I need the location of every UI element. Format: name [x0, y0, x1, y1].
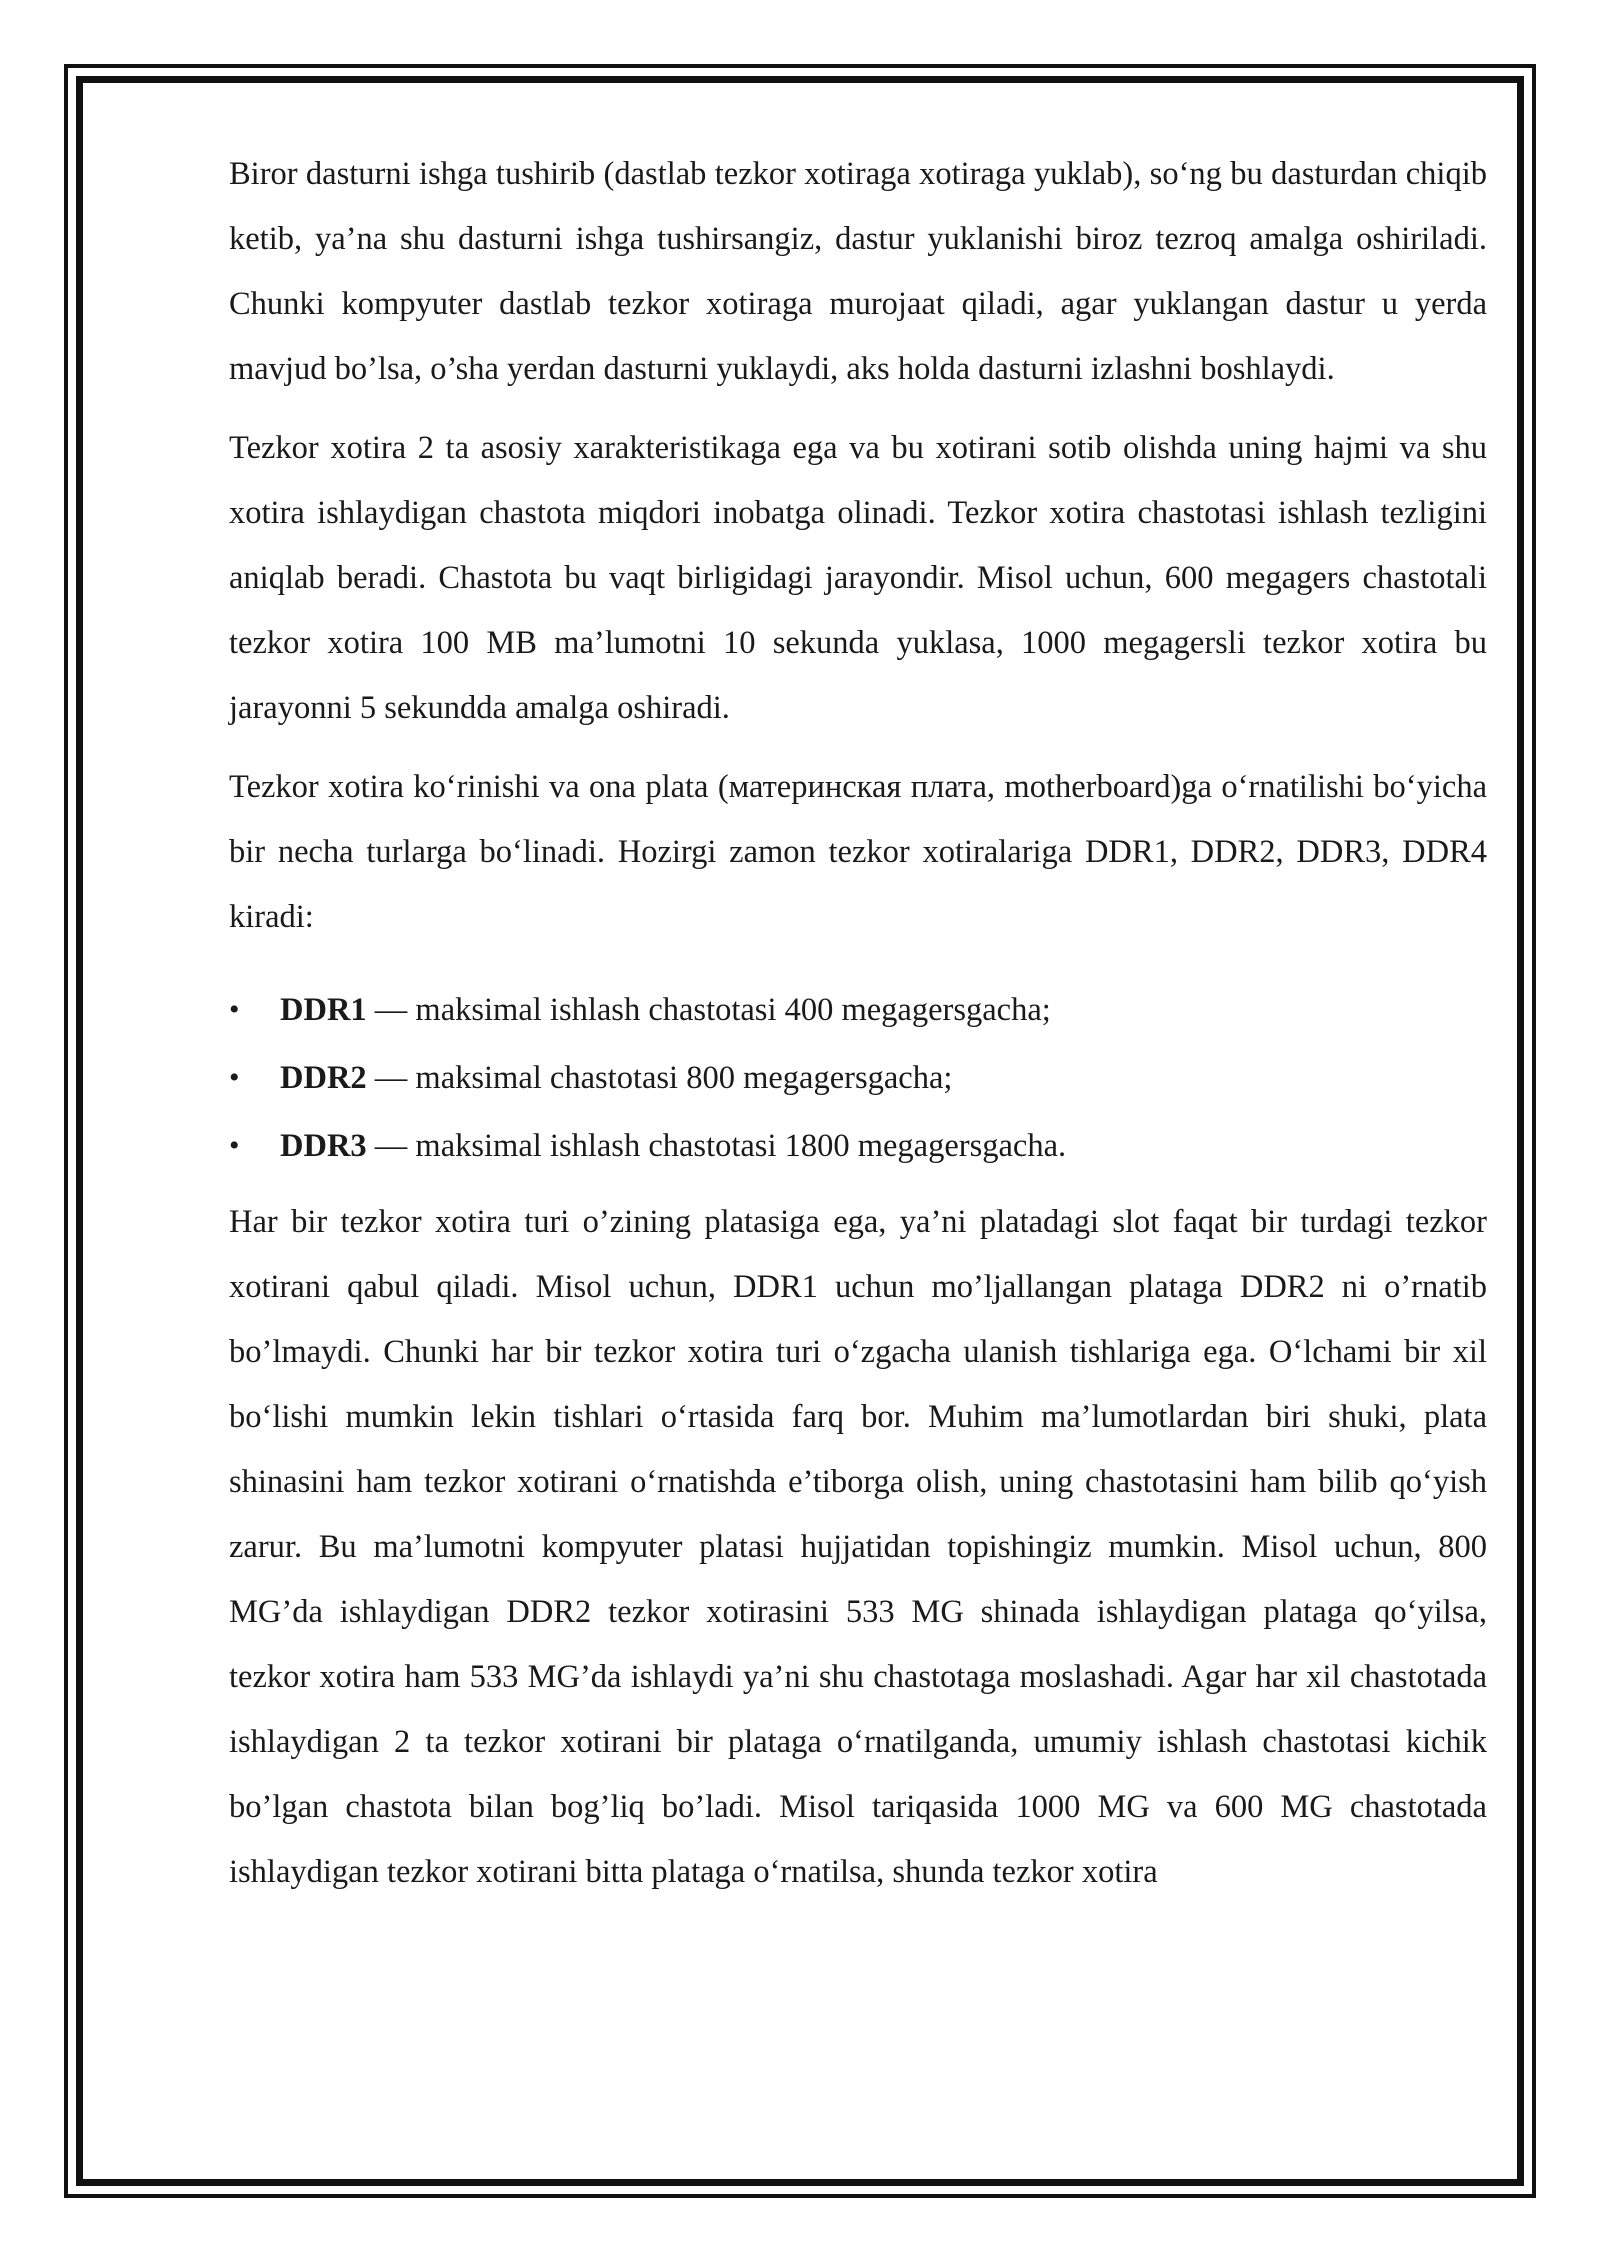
list-item: [229, 1112, 1487, 1180]
list-item: [229, 1044, 1487, 1112]
document-body: [229, 142, 1487, 1919]
list-item-term: DDR1: [280, 992, 367, 1028]
list-item-text: — maksimal ishlash chastotasi 400 megagersgacha;: [366, 992, 1051, 1028]
list-item-text: — maksimal chastotasi 800 megagersgacha;: [366, 1060, 953, 1096]
list-item: [229, 976, 1487, 1044]
list-item-text: — maksimal ishlash chastotasi 1800 megagersgacha.: [366, 1128, 1067, 1164]
paragraph-3: Tezkor xotira ko‘rinishi va ona plata (материнская плата, motherboard)ga o‘rnatilishi bo‘yicha bir necha turlarga bo‘linadi. Hozirgi zamon tezkor xotiralariga DDR1, DDR2, DDR3, DDR4 kiradi:: [229, 769, 1487, 935]
ddr-list: [229, 976, 1487, 1180]
list-item-term: DDR2: [280, 1060, 367, 1096]
paragraph-4: Har bir tezkor xotira turi o’zining platasiga ega, ya’ni platadagi slot faqat bir turdagi tezkor xotirani qabul qiladi. Misol uchun, DDR1 uchun mo’ljallangan plataga DDR2 ni o’rnatib bo’lmaydi. Chunki har bir tezkor xotira turi o‘zgacha ulanish tishlariga ega. O‘lchami bir xil bo‘lishi mumkin lekin tishlari o‘rtasida farq bor. Muhim ma’lumotlardan biri shuki, plata shinasini ham tezkor xotirani o‘rnatishda e’tiborga olish, uning chastotasini ham bilib qo‘yish zarur. Bu ma’lumotni kompyuter platasi hujjatidan topishingiz mumkin. Misol uchun, 800 MG’da ishlaydigan DDR2 tezkor xotirasini 533 MG shinada ishlaydigan plataga qo‘yilsa, tezkor xotira ham 533 MG’da ishlaydi ya’ni shu chastotaga moslashadi. Agar har xil chastotada ishlaydigan 2 ta tezkor xotirani bir plataga o‘rnatilganda, umumiy ishlash chastotasi kichik bo’lgan chastota bilan bog’liq bo’ladi. Misol tariqasida 1000 MG va 600 MG chastotada ishlaydigan tezkor xotirani bitta plataga o‘rnatilsa, shunda tezkor xotira: [229, 1204, 1487, 1890]
paragraph-2: Tezkor xotira 2 ta asosiy xarakteristikaga ega va bu xotirani sotib olishda uning hajmi va shu xotira ishlaydigan chastota miqdori inobatga olinadi. Tezkor xotira chastotasi ishlash tezligini aniqlab beradi. Chastota bu vaqt birligidagi jarayondir. Misol uchun, 600 megagers chastotali tezkor xotira 100 MB ma’lumotni 10 sekunda yuklasa, 1000 megagersli tezkor xotira bu jarayonni 5 sekundda amalga oshiradi.: [229, 430, 1487, 726]
paragraph-1: Biror dasturni ishga tushirib (dastlab tezkor xotiraga xotiraga yuklab), so‘ng bu dasturdan chiqib ketib, ya’na shu dasturni ishga tushirsangiz, dastur yuklanishi biroz tezroq amalga oshiriladi. Chunki kompyuter dastlab tezkor xotiraga murojaat qiladi, agar yuklangan dastur u yerda mavjud bo’lsa, o’sha yerdan dasturni yuklaydi, aks holda dasturni izlashni boshlaydi.: [229, 156, 1487, 387]
list-item-term: DDR3: [280, 1128, 367, 1164]
